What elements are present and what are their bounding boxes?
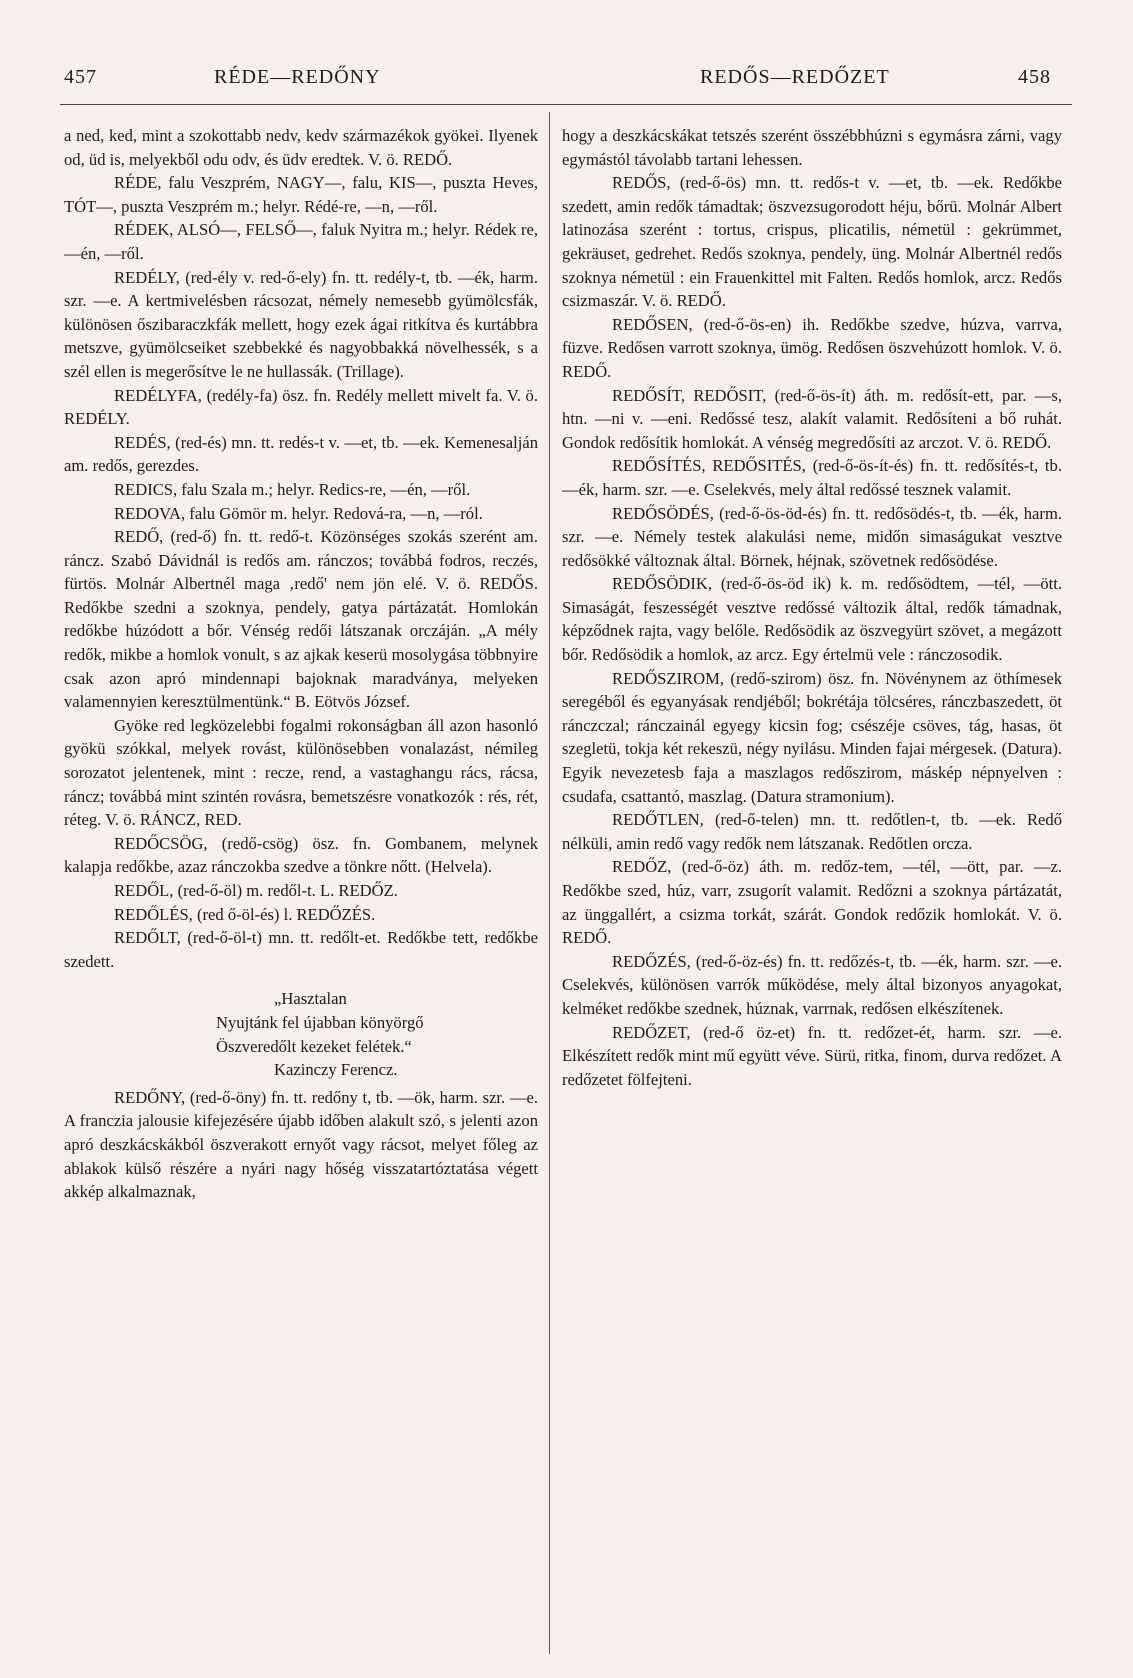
verse-line-1: „Hasztalan xyxy=(274,989,347,1009)
entry-redes: REDÉS, (red-és) mn. tt. redés-t v. —et, tb. —ek. Kemenesalján am. redős, gerezdes. xyxy=(64,432,538,476)
entry-redolt: REDŐLT, (red-ő-öl-t) mn. tt. redőlt-et. Redőkbe tett, redőkbe szedett. xyxy=(64,928,538,971)
entry-redosites: REDŐSÍTÉS, REDŐSITÉS, (red-ő-ös-ít-és) fn. tt. redősítés-t, tb. —ék, harm. szr. —e. Cselekvés, mely által redőssé tesznek valamit. xyxy=(562,456,1062,499)
entry-redo: REDŐ, (red-ő) fn. tt. redő-t. Közönséges szokás szerént am. ráncz. Szabó Dávidnál is redős am. ránczos; továbbá fodros, reczés, fürtös. Molnár Albertnél maga ‚redő' nem jön elé. V. ö. REDŐS. Redőkbe szedni a szoknya, pendely, gatya pártázatát. Homlokán redőkbe húzódott a bőr. Vénség redői látszanak orczáján. „A mély redők, mikbe a homlok vonult, s az ajkak keserü mosolygása többnyire csak azon apró mindennapi bajoknak maradványa, melyeken valamennyien keresztülmentünk.“ B. Eötvös József. xyxy=(64,527,538,712)
entry-redosen: REDŐSEN, (red-ő-ös-en) ih. Redőkbe szedve, húzva, varrva, füzve. Redősen varrott szoknya, ümög. Redősen öszvehúzott homlok. V. ö. REDŐ. xyxy=(562,314,1062,381)
entry-redosodes: REDŐSÖDÉS, (red-ő-ös-öd-és) fn. tt. redősödés-t, tb. —ék, harm. szr. —e. Némely testek alakulási neme, midőn simaságukat vesztve redősökké változnak által. Börnek, héjnak, szövetnek redősödése. xyxy=(562,503,1062,570)
entry-redony: REDŐNY, (red-ő-öny) fn. tt. redőny t, tb. —ök, harm. szr. —e. A franczia jalousie kifejezésére újabb időben alakult szó, s jelenti azon apró deszkácskákból öszverakott ernyőt vagy rácsot, melyet főleg az ablakok külső részére a nyári nagy hőség visszatartóztatása végett akkép alkalmaznak, xyxy=(64,1087,538,1202)
entry-redos: REDŐS, (red-ő-ös) mn. tt. redős-t v. —et, tb. —ek. Redőkbe szedett, amin redők támadtak; öszvezsugorodott héju, bőrü. Molnár Albert latinozása szerént : tortus, crispus, plicatilis, németül : gekrümmet, gekräuset, gedrehet. Redős szoknya, pendely, üng. Molnár Albertnél redős szoknya németül : ein Frauenkittel mit Falten. Redős homlok, arcz. Redős csizmaszár. V. ö. REDŐ. xyxy=(562,173,1062,311)
left-running-head: RÉDE—REDŐNY xyxy=(214,66,381,88)
verse-line-3: Öszveredőlt kezeket felétek.“ xyxy=(216,1036,412,1056)
entry-redocsog: REDŐCSÖG, (redő-csög) ösz. fn. Gombanem, melynek kalapja redőkbe, azaz ránczokba szedve a tönkre nőtt. (Helvela). xyxy=(64,833,538,877)
entry-redely: REDÉLY, (red-ély v. red-ő-ely) fn. tt. redély-t, tb. —ék, harm. szr. —e. A kertmivelésben rácsozat, némely nemesebb gyümölcsfák, különösen őszibaraczkfák mellett, hogy ezek ágai ritkítva és kurtábbra metszve, gyümölcseiket szebbekké és nagyobbakká növelhessék, s a szél ellen is megerősítve le ne hullassák. (Trillage). xyxy=(64,267,538,381)
entry-rede: RÉDE, falu Veszprém, NAGY—, falu, KIS—, puszta Heves, TÓT—, puszta Veszprém m.; helyr. Rédé-re, —n, —ről. xyxy=(64,173,538,216)
entry-redo-etymology: Gyöke red legközelebbi fogalmi rokonságban áll azon hasonló gyökü szókkal, melyek rovást, különösebben vonalazást, némileg sorozatot jelentenek, mint : recze, rend, a vastaghangu rács, rácsa, ráncz; továbbá mint szintén rovásra, bemetszésre vonatkozók : rés, rét, réteg. V. ö. RÁNCZ, RED. xyxy=(64,715,538,830)
right-page-number: 458 xyxy=(1018,66,1051,88)
entry-redova: REDOVA, falu Gömör m. helyr. Redová-ra, —n, —ról. xyxy=(114,503,483,523)
entry-redozet: REDŐZET, (red-ő öz-et) fn. tt. redőzet-ét, harm. szr. —e. Elkészített redők mint mű együtt véve. Sürü, ritka, finom, durva redőzet. A redőzetet fölfejteni. xyxy=(562,1022,1062,1089)
left-page-number: 457 xyxy=(64,66,97,88)
entry-continuation-right: hogy a deszkácskákat tetszés szerént összébbhúzni s egymásra zárni, vagy egymástól távolabb tartani lehessen. xyxy=(562,126,1062,169)
verse-quote xyxy=(216,987,538,1081)
entry-redoszirom: REDŐSZIROM, (redő-szirom) ösz. fn. Növénynem az öthímesek seregéből és egyanyásak rendjéből; bokrétája tölcséres, ránczbaszedett, öt ránczczal; ránczainál egyegy kicsin fog; csészéje csöves, tág, hasas, öt szegletü, tokja két rekeszü, négy nyilásu. Minden fajai mérgesek. (Datura). Egyik nevezetesb faja a maszlagos redőszirom, máskép népnyelven : csudafa, csattantó, maszlag. (Datura stramonium). xyxy=(562,668,1062,806)
right-column xyxy=(562,124,1062,1091)
entry-redosit: REDŐSÍT, REDŐSIT, (red-ő-ös-ít) áth. m. redősít-ett, par. —s, htn. —ni v. —eni. Redőssé tesz, alakít valamit. Redősíteni a bő ruhát. Gondok redősítik homlokát. A vénség megredősíti az arczot. V. ö. REDŐ. xyxy=(562,385,1062,452)
entry-redoz: REDŐZ, (red-ő-öz) áth. m. redőz-tem, —tél, —ött, par. —z. Redőkbe szed, húz, varr, zsugorít valamit. Redőzni a szoknya pártázatát, az ünggallért, a csizma torkát, szárát. Gondok redőzik homlokát. V. ö. REDŐ. xyxy=(562,857,1062,948)
right-running-head: REDŐS—REDŐZET xyxy=(700,66,890,88)
entry-redics: REDICS, falu Szala m.; helyr. Redics-re, —én, —ről. xyxy=(114,479,471,499)
entry-redotlen: REDŐTLEN, (red-ő-telen) mn. tt. redőtlen-t, tb. —ek. Redő nélküli, amin redő vagy redők nem látszanak. Redőtlen orcza. xyxy=(562,810,1062,853)
entry-redosodik: REDŐSÖDIK, (red-ő-ös-öd ik) k. m. redősödtem, —tél, —ött. Simaságát, feszességét vesztve redőssé változik által, redők támadnak, képződnek rajta, vagy belőle. Redősödik az öszvegyürt szövet, a megázott bőr. Redősödik a homlok, az arcz. Egy értelmü vele : ránczosodik. xyxy=(562,574,1062,665)
verse-author: Kazinczy Ferencz. xyxy=(274,1060,398,1080)
entry-redek: RÉDEK, ALSÓ—, FELSŐ—, faluk Nyitra m.; helyr. Rédek re, —én, —ről. xyxy=(64,220,538,263)
verse-line-2: Nyujtánk fel újabban könyörgő xyxy=(216,1012,424,1032)
entry-redoles: REDŐLÉS, (red ő-öl-és) l. REDŐZÉS. xyxy=(114,904,376,924)
column-divider xyxy=(549,112,550,1654)
header-rule xyxy=(60,104,1072,105)
entry-continuation: a ned, ked, mint a szokottabb nedv, kedv származékok gyökei. Ilyenek od, üd is, melyekből odu odv, és üdv eredtek. V. ö. REDŐ. xyxy=(64,126,538,169)
entry-redol: REDŐL, (red-ő-öl) m. redől-t. L. REDŐZ. xyxy=(114,881,398,900)
entry-redozes: REDŐZÉS, (red-ő-öz-és) fn. tt. redőzés-t, tb. —ék, harm. szr. —e. Cselekvés, különösen varrók működése, mely által bizonyos anyagokat, kelméket redőkbe szednek, húznak, varrnak, redősen elkészítenek. xyxy=(562,951,1062,1018)
left-column xyxy=(64,124,538,1204)
entry-redelyfa: REDÉLYFA, (redély-fa) ösz. fn. Redély mellett mivelt fa. V. ö. REDÉLY. xyxy=(64,385,538,429)
